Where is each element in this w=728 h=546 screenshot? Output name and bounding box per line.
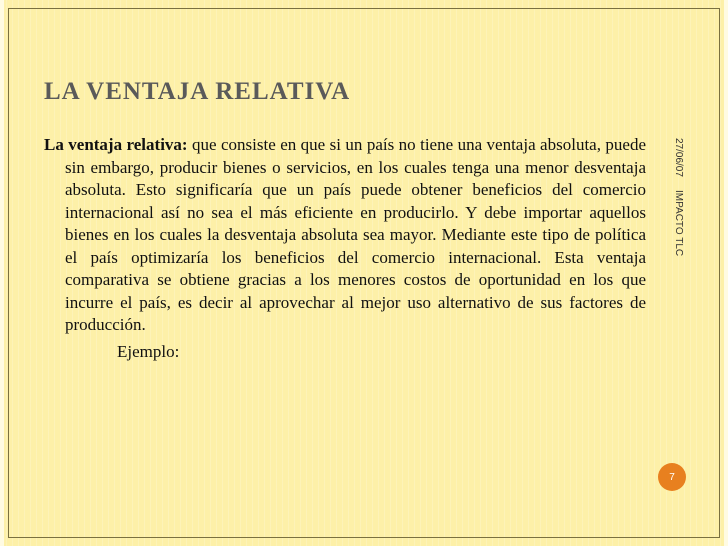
definition-paragraph <box>44 134 646 337</box>
slide-left-edge <box>0 0 4 546</box>
definition-term: La ventaja relativa: <box>44 135 188 154</box>
slide-body <box>44 134 646 363</box>
footer-date: 27/06/07 <box>673 138 684 177</box>
page-number-badge: 7 <box>658 463 686 491</box>
footer-organization: IMPACTO TLC <box>673 190 684 257</box>
definition-text: que consiste en que si un país no tiene una ventaja absoluta, puede sin embargo, producir bienes o servicios, en los cuales tenga una menor desventaja absoluta. Esto significaría que un país puede obtener beneficios del comercio internacional así no sea el más eficiente en producirlo. Y debe importar aquellos bienes en los cuales la desventaja absoluta sea mayor. Mediante este tipo de política el país optimizaría los beneficios del comercio internacional. Esta ventaja comparativa se obtiene gracias a los menores costos de oportunidad en los que incurre el país, es decir al aprovechar al mejor uso alternativo de sus factores de producción. <box>65 135 646 334</box>
example-label: Ejemplo: <box>117 341 180 361</box>
slide-right-edge <box>724 0 728 546</box>
slide-title: LA VENTAJA RELATIVA <box>44 78 351 105</box>
